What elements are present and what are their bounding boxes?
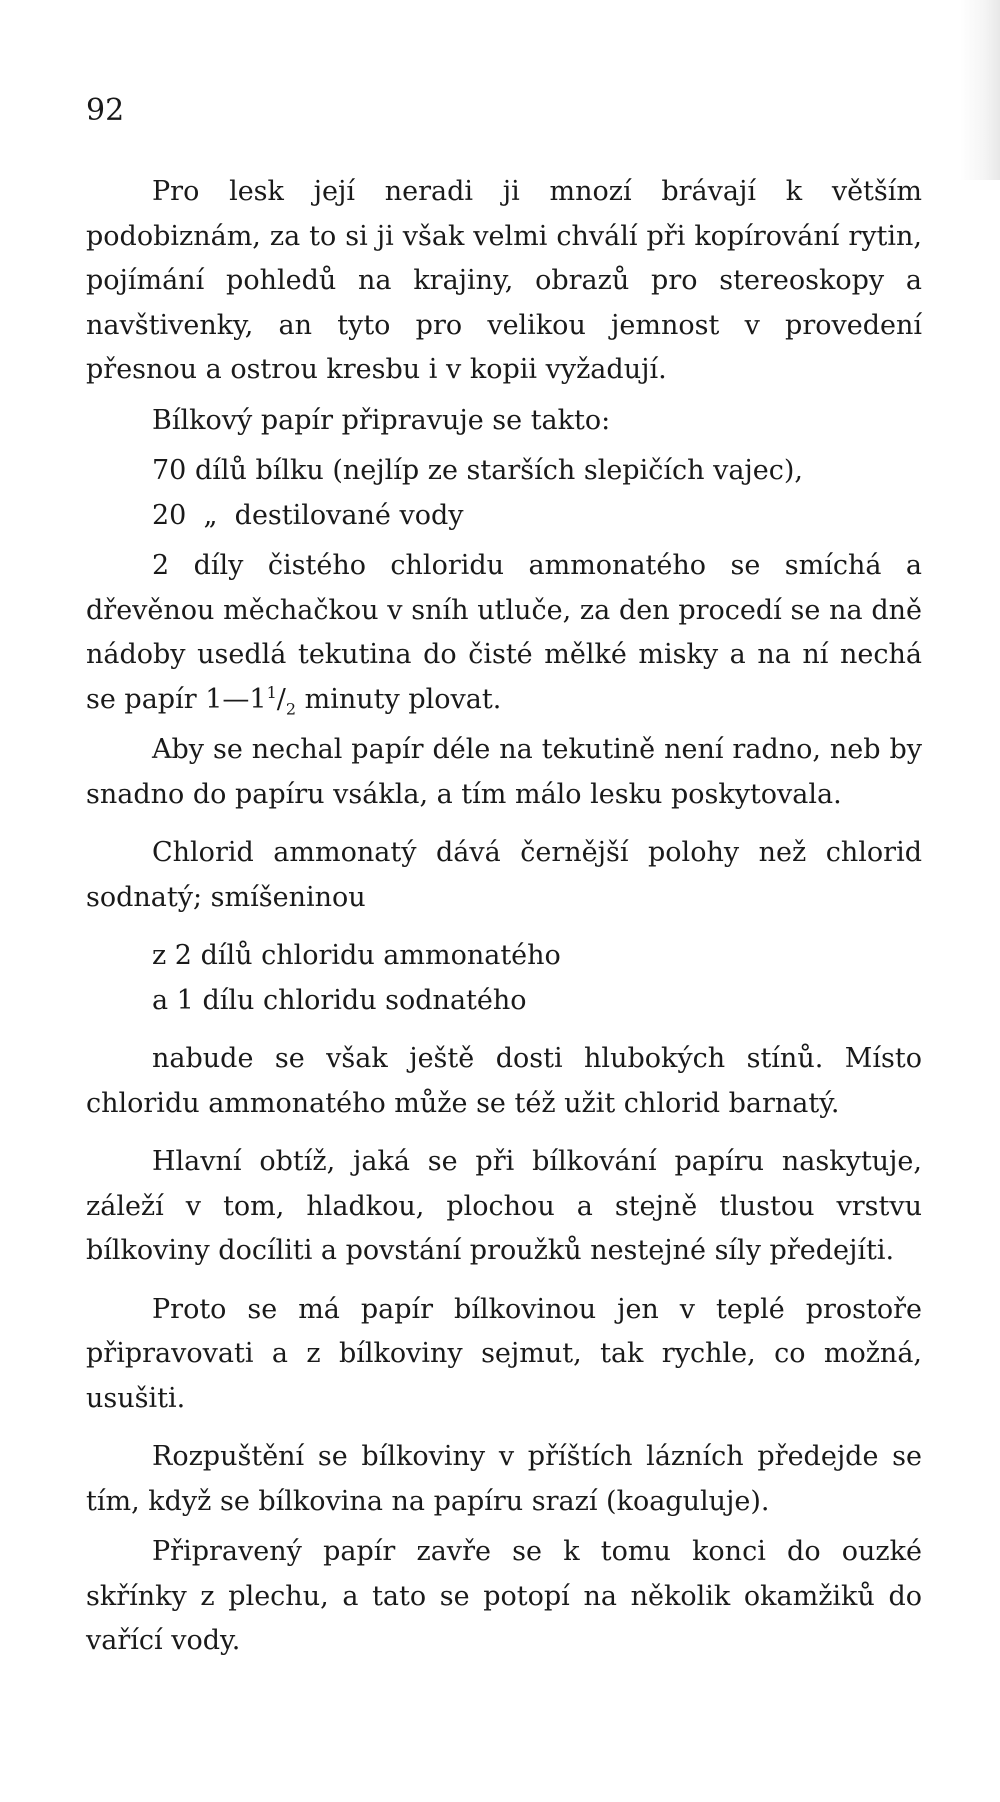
- page-edge-shadow: [960, 0, 1000, 180]
- recipe-line: 20 „ destilované vody: [152, 499, 464, 531]
- paragraph-4: Aby se nechal papír déle na tekutině není radno, neb by snadno do papíru vsákla, a tím málo lesku poskytovala.: [86, 734, 922, 810]
- paragraph-3-tail: minuty plovat.: [296, 683, 502, 715]
- paragraph-3-text: 2 díly čistého chloridu ammonatého se smíchá a dřevěnou měchačkou v sníh utluče, za den procedí se na dně nádoby usedlá tekutina do čisté mělké misky a na ní nechá se papír 1—1: [86, 550, 922, 715]
- page-text: [86, 170, 922, 1664]
- paragraph-10: Připravený papír zavře se k tomu konci do ouzké skřínky z plechu, a tato se potopí na několik okamžiků do vařící vody.: [86, 1536, 922, 1656]
- paragraph-9: Rozpuštění se bílkoviny v příštích lázních předejde se tím, když se bílkovina na papíru srazí (koaguluje).: [86, 1441, 922, 1517]
- paragraph-3: [86, 544, 922, 722]
- fraction-one-half: [266, 682, 297, 718]
- paragraph-2: Bílkový papír připravuje se takto:: [152, 404, 611, 436]
- fraction-slash: /: [276, 683, 286, 715]
- recipe-albumen: [86, 449, 922, 538]
- paragraph-7: Hlavní obtíž, jaká se při bílkování papíru naskytuje, záleží v tom, hladkou, plochou a stejně tlustou vrstvu bílkoviny docíliti a povstání proužků nestejné síly předejíti.: [86, 1146, 922, 1266]
- page-number: 92: [86, 93, 125, 128]
- fraction-numerator: 1: [266, 682, 277, 702]
- recipe-line: 70 dílů bílku (nejlíp ze starších slepičích vajec),: [152, 455, 804, 486]
- paragraph-6: nabude se však ještě dosti hlubokých stínů. Místo chloridu ammonatého může se též užit chlorid barnatý.: [86, 1043, 922, 1119]
- fraction-denominator: 2: [285, 698, 297, 718]
- paragraph-1: Pro lesk její neradi ji mnozí brávají k větším podobiznám, za to si ji však velmi chválí při kopírování rytin, pojímání pohledů na krajiny, obrazů pro stereoskopy a navštivenky, an tyto pro velikou jemnost v provedení přesnou a ostrou kresbu i v kopii vyžadují.: [86, 176, 922, 385]
- recipe-line: a 1 dílu chloridu sodnatého: [152, 984, 527, 1016]
- paragraph-5: Chlorid ammonatý dává černější polohy než chlorid sodnatý; smíšeninou: [86, 837, 922, 913]
- recipe-line: z 2 dílů chloridu ammonatého: [152, 940, 561, 971]
- paragraph-8: Proto se má papír bílkovinou jen v teplé prostoře připravovati a z bílkoviny sejmut, tak rychle, co možná, usušiti.: [86, 1293, 922, 1414]
- recipe-chlorides: [86, 934, 922, 1023]
